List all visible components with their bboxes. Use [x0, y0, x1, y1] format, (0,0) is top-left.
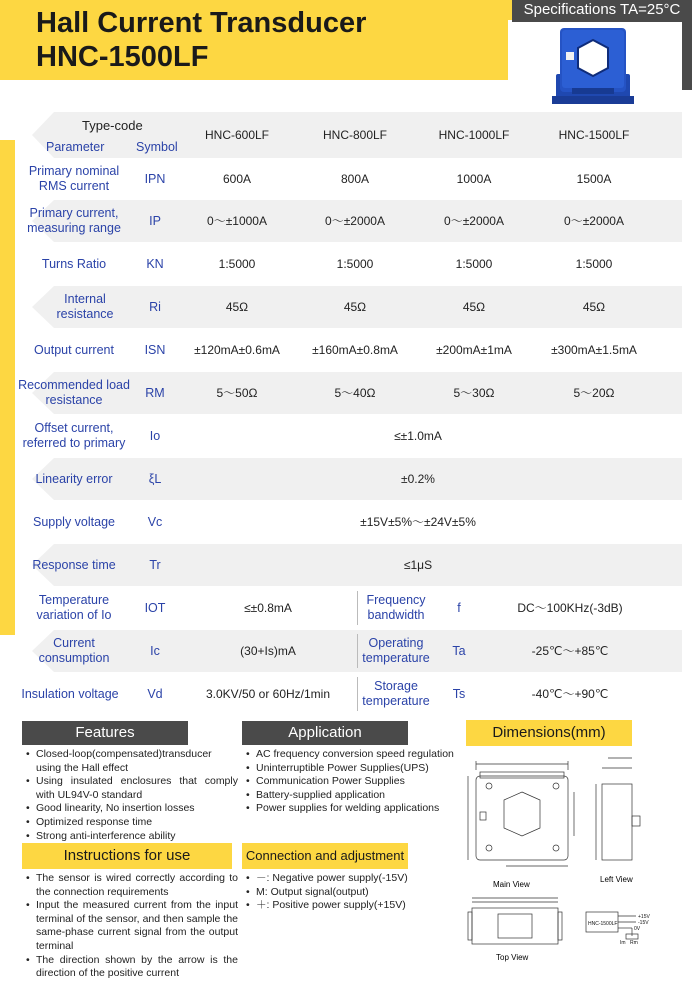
param-value: 1:5000: [218, 256, 256, 271]
model-header: HNC-800LF: [322, 127, 388, 142]
type-code-label: Type-code: [82, 118, 143, 133]
connection-list: [246, 872, 446, 913]
side-accent-dark: [682, 22, 692, 90]
param-value: 45Ω: [343, 299, 367, 314]
table-row: [18, 372, 682, 414]
param-label: Turns Ratio: [41, 256, 107, 271]
param-symbol: RM: [145, 385, 165, 400]
param-value: 45Ω: [582, 299, 606, 314]
param-value: ±300mA±1.5mA: [551, 342, 637, 357]
param-symbol: Vd: [147, 686, 163, 701]
title-line-1: Hall Current Transducer: [36, 7, 367, 39]
features-list: [26, 748, 238, 843]
param-label: Response time: [32, 557, 116, 572]
param-value: ≤±0.8mA: [244, 600, 292, 615]
param-value: 1:5000: [336, 256, 374, 271]
table-row: [18, 501, 682, 543]
features-title: Features: [22, 721, 188, 745]
list-item: • The sensor is wired correctly according to the connection requirements: [26, 872, 238, 899]
list-item: • Communication Power Supplies: [246, 775, 456, 789]
application-list: [246, 748, 456, 816]
param-symbol: ISN: [144, 342, 166, 357]
param-value: (30+Is)mA: [240, 643, 296, 658]
table-row: [18, 286, 682, 328]
title-line-2: HNC-1500LF: [36, 41, 209, 73]
dimension-drawings: [446, 748, 682, 974]
param-value: 5～40Ω: [334, 385, 376, 400]
param-label: Operating temperature: [362, 636, 430, 665]
param-symbol: f: [457, 600, 461, 615]
param-symbol: Io: [149, 428, 161, 443]
param-value: ≤±1.0mA: [394, 428, 442, 443]
param-value: 1:5000: [575, 256, 613, 271]
param-value: 5～20Ω: [573, 385, 615, 400]
list-item: • Uninterruptible Power Supplies(UPS): [246, 762, 456, 776]
param-value: 0～±2000A: [564, 213, 624, 228]
param-value: -25℃～+85℃: [531, 643, 609, 658]
table-row: [18, 587, 682, 629]
param-value: 5～30Ω: [453, 385, 495, 400]
param-symbol: KN: [146, 256, 164, 271]
table-row: [18, 200, 682, 242]
spec-tag: Specifications TA=25°C: [512, 0, 692, 22]
parameter-label: Parameter: [46, 140, 105, 154]
page-title: [36, 6, 366, 74]
param-label: Storage temperature: [362, 679, 430, 708]
instructions-title: Instructions for use: [22, 843, 232, 869]
param-symbol: Ic: [150, 643, 160, 658]
connection-title: Connection and adjustment: [242, 843, 408, 869]
param-value: DC～100KHz(-3dB): [517, 600, 623, 615]
list-item: • －: Negative power supply(-15V): [246, 872, 446, 886]
list-item: • AC frequency conversion speed regulation: [246, 748, 456, 762]
list-item: • Good linearity, No insertion losses: [26, 802, 238, 816]
schematic-pin-out: 0V: [634, 926, 641, 932]
param-value: ±160mA±0.8mA: [312, 342, 398, 357]
table-row: [18, 415, 682, 457]
schematic-rm-label: Rm: [630, 940, 638, 946]
schematic-model-label: HNC-1500LF: [588, 921, 618, 927]
param-label: Insulation voltage: [21, 686, 119, 701]
param-label: Offset current, referred to primary: [22, 421, 126, 450]
param-label: Primary current, measuring range: [27, 206, 121, 235]
param-value: ±200mA±1mA: [436, 342, 512, 357]
model-header: HNC-1500LF: [558, 127, 630, 142]
param-symbol: Ri: [149, 299, 161, 314]
param-symbol: Ta: [452, 643, 466, 658]
param-symbol: Ts: [452, 686, 466, 701]
param-value: ≤1μS: [403, 557, 433, 572]
param-value: 600A: [222, 171, 252, 186]
symbol-label: Symbol: [136, 140, 178, 154]
param-label: Internal resistance: [56, 292, 114, 321]
schematic-pin-minus: -15V: [638, 920, 649, 926]
param-value: 0～±2000A: [325, 213, 385, 228]
list-item: • Strong anti-interference ability: [26, 830, 238, 844]
param-label: Output current: [34, 342, 114, 357]
param-value: 0～±2000A: [444, 213, 504, 228]
param-value: 5～50Ω: [216, 385, 258, 400]
param-value: 45Ω: [462, 299, 486, 314]
list-item: • ＋: Positive power supply(+15V): [246, 899, 446, 913]
top-view-caption: Top View: [496, 953, 529, 962]
param-symbol: ξL: [148, 471, 162, 486]
application-title: Application: [242, 721, 408, 745]
param-value: ±120mA±0.6mA: [194, 342, 280, 357]
schematic-pin-plus: +15V: [638, 914, 650, 920]
param-symbol: Vc: [147, 514, 163, 529]
table-row: [18, 458, 682, 500]
model-header: HNC-1000LF: [438, 127, 510, 142]
dimensions-title: Dimensions(mm): [466, 720, 632, 746]
param-symbol: IPN: [144, 171, 166, 186]
param-value: 1500A: [576, 171, 612, 186]
schematic-im-label: Im: [620, 940, 626, 946]
list-item: • Closed-loop(compensated)transducer using the Hall effect: [26, 748, 238, 775]
param-symbol: IOT: [144, 600, 166, 615]
param-label: Temperature variation of Io: [36, 593, 112, 622]
param-value: 3.0KV/50 or 60Hz/1min: [205, 686, 331, 701]
param-label: Supply voltage: [32, 514, 115, 529]
param-value: ±0.2%: [401, 471, 435, 486]
list-item: • The direction shown by the arrow is the direction of the positive current: [26, 954, 238, 981]
param-value: -40℃～+90℃: [531, 686, 609, 701]
table-header: [18, 112, 682, 158]
table-row: [18, 243, 682, 285]
left-view-caption: Left View: [600, 875, 633, 884]
list-item: • Optimized response time: [26, 816, 238, 830]
table-row: [18, 673, 682, 715]
instructions-list: [26, 872, 238, 981]
param-label: Frequency bandwidth: [366, 593, 426, 622]
param-value: 1:5000: [455, 256, 493, 271]
param-symbol: Tr: [149, 557, 161, 572]
side-accent-yellow: [0, 140, 15, 635]
list-item: • Input the measured current from the input terminal of the sensor, and then sample the same-phase current signal from the output terminal: [26, 899, 238, 953]
param-value: ±15V±5%～±24V±5%: [360, 514, 476, 529]
table-row: [18, 158, 682, 200]
list-item: • Power supplies for welding applications: [246, 802, 456, 816]
dimension-drawing-svg: [446, 748, 682, 974]
table-row: [18, 630, 682, 672]
param-symbol: IP: [149, 213, 161, 228]
param-value: 1000A: [456, 171, 492, 186]
table-row: [18, 544, 682, 586]
list-item: • Using insulated enclosures that comply with UL94V-0 standard: [26, 775, 238, 802]
list-item: • Battery-supplied application: [246, 789, 456, 803]
product-image: [548, 26, 638, 106]
param-label: Recommended load resistance: [18, 378, 130, 407]
model-header: HNC-600LF: [204, 127, 270, 142]
param-label: Primary nominal RMS current: [28, 164, 120, 193]
param-label: Linearity error: [35, 471, 113, 486]
param-value: 45Ω: [225, 299, 249, 314]
list-item: • M: Output signal(output): [246, 886, 446, 900]
param-value: 800A: [340, 171, 370, 186]
param-label: Current consumption: [38, 636, 110, 665]
main-view-caption: Main View: [493, 880, 530, 889]
table-row: [18, 329, 682, 371]
param-value: 0～±1000A: [207, 213, 267, 228]
